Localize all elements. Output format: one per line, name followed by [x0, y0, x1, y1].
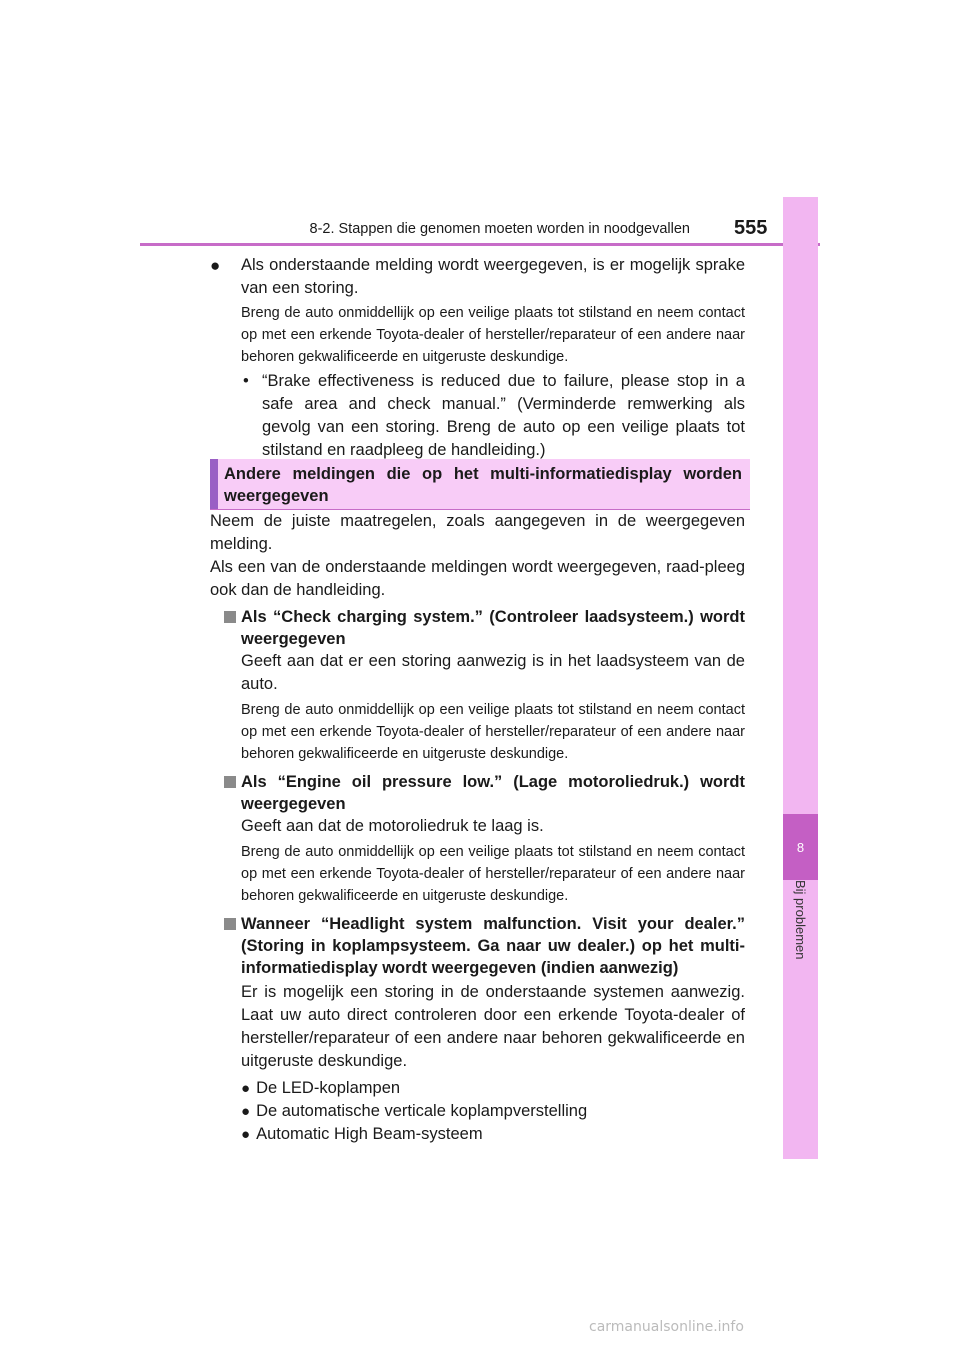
intro-note: Breng de auto onmiddellijk op een veilige plaats tot stilstand en neem contact op met een erkende Toyota-dealer of hersteller/reparateur of een andere naar behoren gekwalificeerde en uitgeruste deskundige.: [241, 305, 745, 365]
intro-block: [210, 254, 745, 462]
item-note: Breng de auto onmiddellijk op een veilige plaats tot stilstand en neem contact op met een erkende Toyota-dealer of hersteller/reparateur of een andere naar behoren gekwalificeerde en uitgeruste deskundige.: [241, 702, 745, 762]
bullet-dot: ●: [210, 256, 221, 275]
item-note: Breng de auto onmiddellijk op een veilige plaats tot stilstand en neem contact op met een erkende Toyota-dealer of hersteller/reparateur of een andere naar behoren gekwalificeerde en uitgeruste deskundige.: [241, 844, 745, 904]
item-heading: Als “Check charging system.” (Controleer laadsysteem.) wordt weergegeven: [241, 608, 745, 648]
bullet-dot: ●: [241, 1126, 251, 1143]
intro-text: Als onderstaande melding wordt weergegeven, is er mogelijk sprake van een storing.: [241, 256, 745, 297]
main-body: [210, 510, 745, 1146]
square-bullet: [224, 918, 236, 930]
chapter-number: 8: [783, 814, 818, 880]
bullet-dot: ●: [241, 1103, 251, 1120]
page-number: 555: [734, 217, 768, 239]
system-label: De LED-koplampen: [256, 1079, 401, 1097]
square-bullet: [224, 776, 236, 788]
chapter-title: Bij problemen: [793, 880, 808, 960]
item-text: Geeft aan dat er een storing aanwezig is in het laadsysteem van de auto.: [241, 652, 745, 693]
running-header: 8-2. Stappen die genomen moeten worden in noodgevallen: [309, 221, 690, 237]
system-label: De automatische verticale koplampverstelling: [256, 1102, 588, 1120]
header-rule: [140, 243, 820, 246]
sub-item-text: “Brake effectiveness is reduced due to failure, please stop in a safe area and check manual.” (Verminderde remwerking als gevolg van een storing. Breng de auto op een veilige plaats tot stilstand en raadpleeg de handleiding.): [262, 372, 745, 459]
watermark: carmanualsonline.info: [589, 1319, 744, 1335]
section-heading-bar: [210, 459, 218, 509]
paragraph-1: Neem de juiste maatregelen, zoals aangegeven in de weergegeven melding.: [210, 512, 745, 553]
chapter-side-tab: [783, 197, 818, 1159]
bullet-dot: ●: [241, 1080, 251, 1097]
paragraph-2: Als een van de onderstaande meldingen wordt weergegeven, raad-pleeg ook dan de handleiding.: [210, 558, 745, 599]
item-text: Er is mogelijk een storing in de onderstaande systemen aanwezig. Laat uw auto direct controleren door een erkende Toyota-dealer of hersteller/reparateur of een andere naar behoren gekwalificeerde en uitgeruste deskundige.: [241, 983, 745, 1070]
item-heading: Als “Engine oil pressure low.” (Lage motoroliedruk.) wordt weergegeven: [241, 773, 745, 813]
item-headlight: [210, 913, 745, 1146]
system-item: [241, 1123, 745, 1146]
chapter-title-vertical: [783, 880, 818, 1000]
intro-paragraph: [210, 254, 745, 300]
item-text: Geeft aan dat de motoroliedruk te laag is.: [241, 817, 544, 835]
system-item: [241, 1100, 745, 1123]
intro-sub-item: [210, 370, 745, 462]
system-label: Automatic High Beam-systeem: [256, 1125, 483, 1143]
system-item: [241, 1077, 745, 1100]
item-heading: Wanneer “Headlight system malfunction. Visit your dealer.” (Storing in koplampsysteem. Ga naar uw dealer.) op het multi-informatiedisplay wordt weergegeven (indien aanwezig): [241, 915, 745, 977]
section-heading: Andere meldingen die op het multi-informatiedisplay worden weergegeven: [224, 465, 742, 505]
square-bullet: [224, 611, 236, 623]
item-charging: [210, 606, 745, 765]
sub-bullet: •: [243, 372, 249, 390]
item-oil-pressure: [210, 771, 745, 907]
